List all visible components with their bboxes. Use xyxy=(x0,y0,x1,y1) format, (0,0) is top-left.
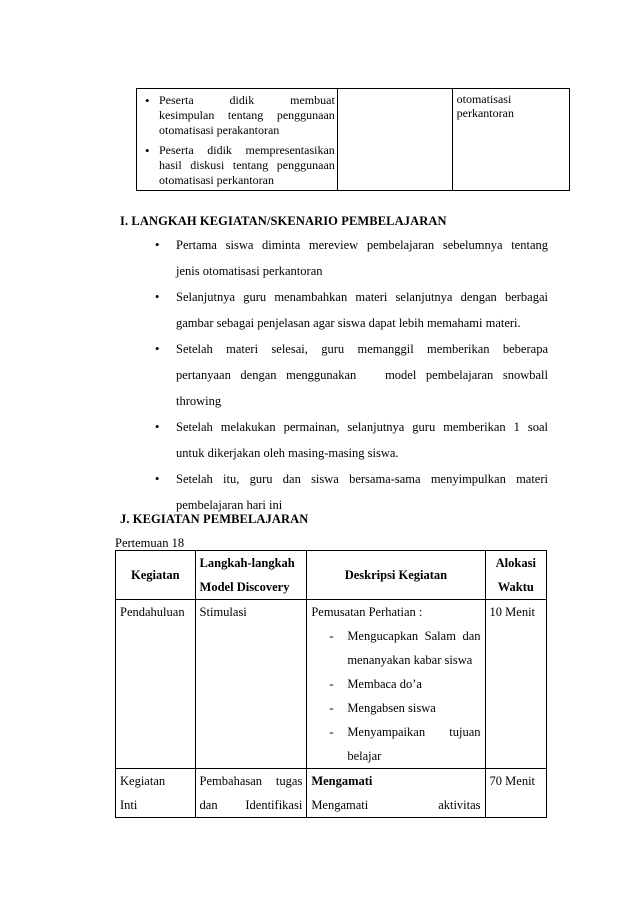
bullet-icon: • xyxy=(155,290,160,304)
bullet-icon: • xyxy=(155,472,160,486)
meeting-label: Pertemuan 18 xyxy=(115,536,185,550)
deskripsi-list xyxy=(311,624,480,768)
empty-cell xyxy=(337,89,452,191)
bullet-icon: • xyxy=(155,238,160,252)
list-item: • Selanjutnya guru menambahkan materi selanjutnya dengan berbagai gambar sebagai penjelasan agar siswa dapat lebih memahami materi. xyxy=(152,284,548,336)
table-row xyxy=(116,600,547,769)
bullet-icon: • xyxy=(155,342,160,356)
list-item: - Mengucapkan Salam dan menanyakan kabar siswa xyxy=(329,629,481,667)
header-deskripsi: Deskripsi Kegiatan xyxy=(307,551,485,600)
cell-alokasi: 10 Menit xyxy=(485,600,546,769)
continuation-table xyxy=(136,88,570,191)
section-i-heading: I. LANGKAH KEGIATAN/SKENARIO PEMBELAJARAN xyxy=(120,214,447,228)
activity-cell xyxy=(137,89,338,191)
table-row xyxy=(137,89,570,191)
table-header-row xyxy=(116,551,547,600)
list-item: • Setelah materi selesai, guru memanggil memberikan beberapa pertanyaan dengan menggunakan model pembelajaran snowball throwing xyxy=(152,336,548,414)
list-item: • Pertama siswa diminta mereview pembelajaran sebelumnya tentang jenis otomatisasi perkantoran xyxy=(152,232,548,284)
list-item: • Peserta didik mempresentasikan hasil diskusi tentang penggunaan otomatisasi perkantoran xyxy=(143,143,335,188)
cell-langkah: Pembahasan tugas dan Identifikasi xyxy=(195,769,307,818)
scenario-list xyxy=(152,232,548,518)
activity-list xyxy=(143,93,335,188)
activity-table xyxy=(115,550,547,818)
section-j-heading: J. KEGIATAN PEMBELAJARAN xyxy=(120,512,309,526)
cell-kegiatan: Kegiatan Inti xyxy=(116,769,196,818)
list-item: • Peserta didik membuat kesimpulan tentang penggunaan otomatisasi perakantoran xyxy=(143,93,335,138)
bullet-icon: • xyxy=(155,420,160,434)
header-alokasi: Alokasi Waktu xyxy=(485,551,546,600)
cell-kegiatan: Pendahuluan xyxy=(116,600,196,769)
header-kegiatan: Kegiatan xyxy=(116,551,196,600)
material-cell: otomatisasi perkantoran xyxy=(452,89,569,191)
cell-alokasi: 70 Menit xyxy=(485,769,546,818)
cell-langkah: Stimulasi xyxy=(195,600,307,769)
list-item: - Membaca do’a xyxy=(329,677,422,691)
cell-deskripsi: Pemusatan Perhatian : - Mengucapkan Salam dan menanyakan kabar siswa - Membaca do’a - Mengabsen siswa - Menyampaikan tujuan belajar xyxy=(307,600,485,769)
list-item: • Setelah melakukan permainan, selanjutnya guru memberikan 1 soal untuk dikerjakan oleh masing-masing siswa. xyxy=(152,414,548,466)
list-item: - Menyampaikan tujuan belajar xyxy=(329,725,481,763)
cell-deskripsi: Mengamati Mengamati aktivitas xyxy=(307,769,485,818)
list-item: • Setelah itu, guru dan siswa bersama-sama menyimpulkan materi pembelajaran hari ini xyxy=(152,466,548,518)
header-langkah: Langkah-langkah Model Discovery xyxy=(195,551,307,600)
list-item: - Mengabsen siswa xyxy=(329,701,436,715)
table-row xyxy=(116,769,547,818)
